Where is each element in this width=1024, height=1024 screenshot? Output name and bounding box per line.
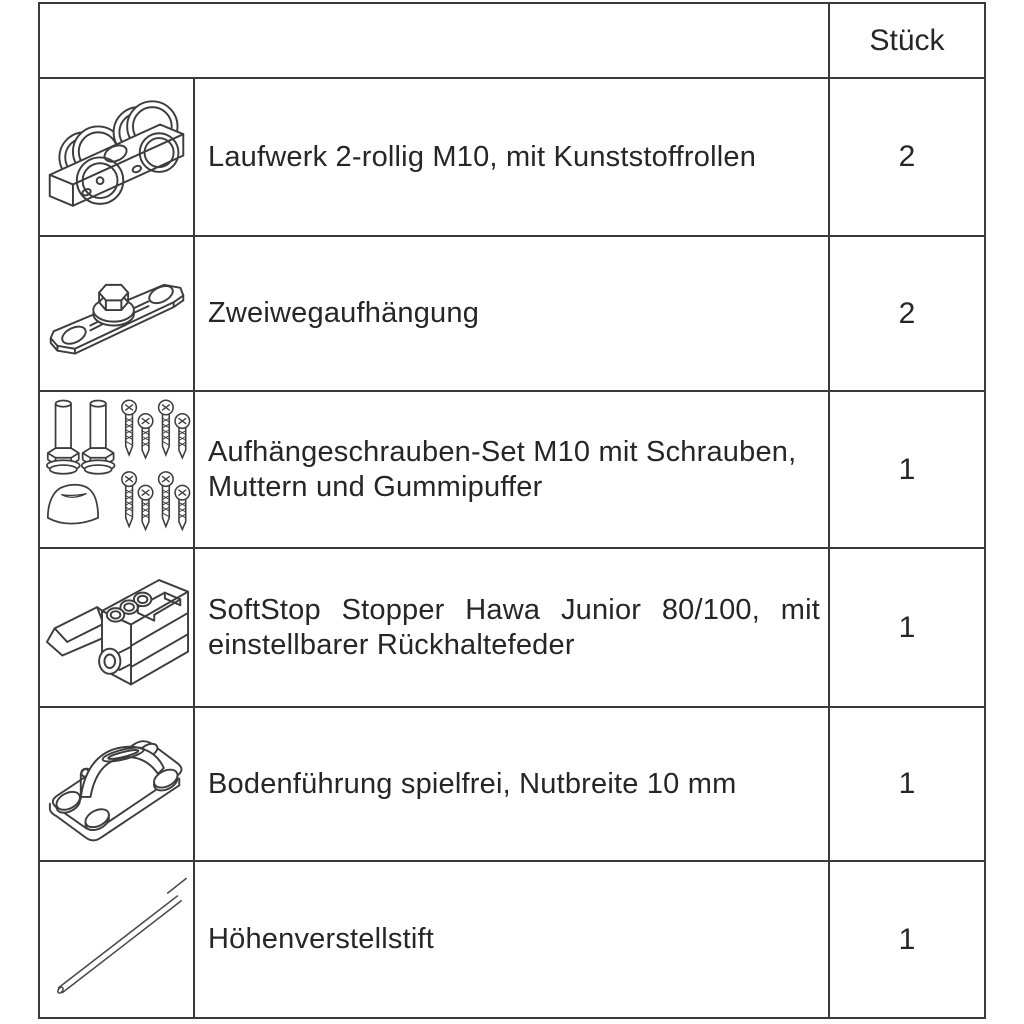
part-illustration-cell: [40, 862, 195, 1017]
floor-guide-icon: [42, 712, 192, 857]
softstop-stopper-icon: [42, 553, 192, 703]
part-illustration-cell: [40, 79, 195, 235]
roller-trolley-icon: [42, 80, 192, 235]
description-line: Laufwerk 2-rollig M10, mit Kunststoffrollen: [208, 140, 757, 173]
description-line: Höhenverstellstift: [208, 923, 435, 956]
part-quantity-cell: [828, 79, 984, 235]
two-way-suspension-icon: [42, 248, 192, 379]
part-quantity-cell: [828, 862, 984, 1017]
part-quantity-cell: [828, 708, 984, 860]
table-row: [40, 390, 984, 547]
part-description-cell: [195, 708, 828, 860]
table-row: [40, 860, 984, 1017]
part-illustration-cell: [40, 708, 195, 860]
part-illustration-cell: [40, 549, 195, 706]
description-line: Bodenführung spielfrei, Nutbreite 10 mm: [208, 767, 737, 800]
description-line: SoftStop Stopper Hawa Junior 80/100, mit: [208, 593, 820, 626]
part-description: [208, 767, 820, 802]
part-description: [208, 140, 820, 175]
part-description-cell: [195, 862, 828, 1017]
description-line: einstellbarer Rückhaltefeder: [208, 628, 575, 661]
part-quantity-cell: [828, 392, 984, 547]
part-quantity-cell: [828, 237, 984, 390]
description-line: Muttern und Gummipuffer: [208, 470, 543, 503]
part-description: [208, 593, 820, 663]
description-line: Aufhängeschrauben-Set M10 mit Schrauben,: [208, 435, 797, 468]
part-illustration-cell: [40, 392, 195, 547]
table-row: [40, 235, 984, 390]
table-row: [40, 77, 984, 235]
parts-table: [38, 2, 986, 1019]
qty-column-label: Stück: [869, 23, 945, 57]
header-empty-cell: [40, 4, 828, 77]
part-quantity: 1: [898, 922, 916, 956]
table-body: [40, 77, 984, 1017]
screw-set-icon: [42, 392, 192, 547]
table-row: [40, 706, 984, 860]
part-description: [208, 435, 820, 505]
part-description: [208, 922, 820, 957]
part-quantity: 1: [898, 767, 916, 800]
part-description: [208, 296, 820, 331]
part-quantity: 2: [898, 140, 916, 173]
part-quantity: 1: [898, 610, 916, 644]
table-header-row: [40, 4, 984, 77]
part-description-cell: [195, 79, 828, 235]
part-quantity: 1: [898, 452, 916, 486]
part-description-cell: [195, 237, 828, 390]
part-quantity-cell: [828, 549, 984, 706]
description-line: Zweiwegaufhängung: [208, 297, 480, 330]
part-illustration-cell: [40, 237, 195, 390]
height-adjustment-pin-icon: [42, 865, 192, 1015]
part-description-cell: [195, 392, 828, 547]
part-quantity: 2: [898, 296, 916, 330]
header-qty-cell: [828, 4, 984, 77]
table-row: [40, 547, 984, 706]
part-description-cell: [195, 549, 828, 706]
